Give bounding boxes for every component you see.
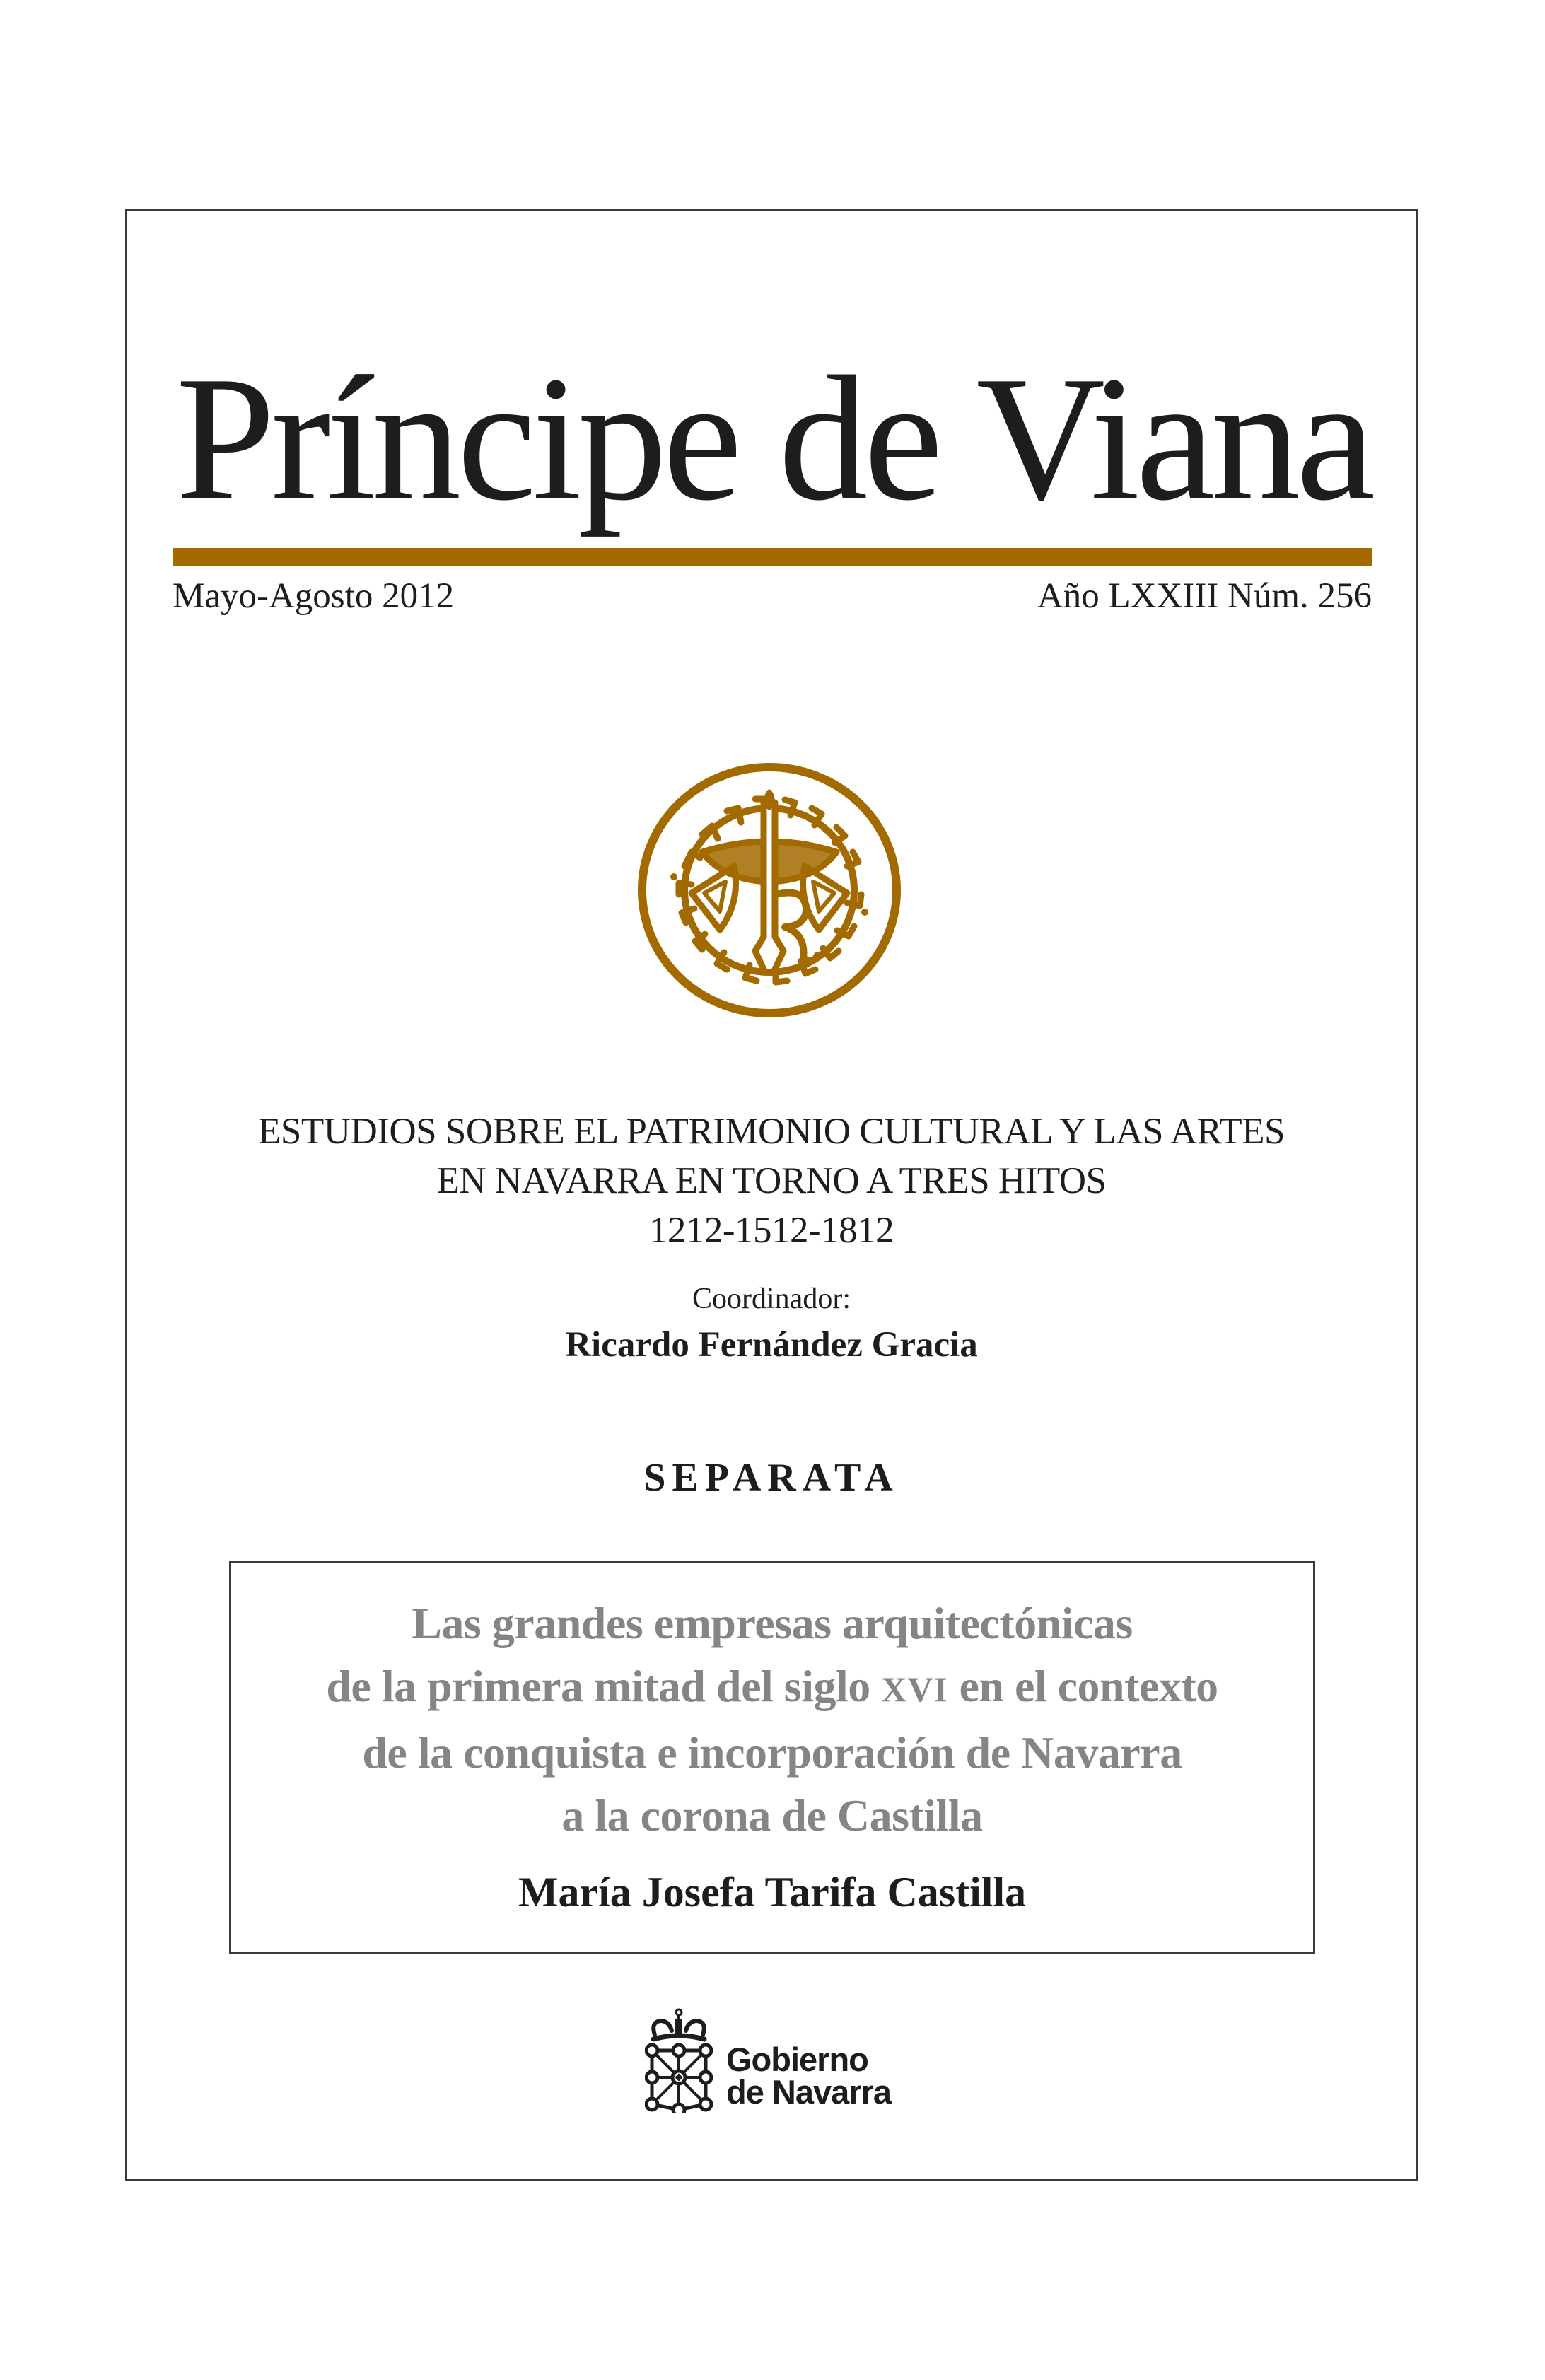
separata-label: SEPARATA (643, 1456, 899, 1500)
separata-block (125, 1457, 1418, 1499)
coordinator-label: Coordinador: (692, 1283, 851, 1315)
volume-heading-line-3: 1212-1512-1812 (648, 1210, 894, 1251)
article-box (229, 1561, 1315, 1954)
article-author: María Josefa Tarifa Castilla (518, 1869, 1027, 1915)
publisher-name-line-2: de Navarra (726, 2073, 891, 2111)
coordinator-block (125, 1281, 1418, 1317)
article-title-line-2 (231, 1655, 1313, 1721)
article-title-line-2a: de la primera mitad del siglo (326, 1661, 870, 1711)
medieval-seal-icon (635, 760, 904, 1020)
century-numeral: XVI (881, 1669, 948, 1709)
title-rule (173, 548, 1372, 566)
article-title (231, 1592, 1313, 1847)
article-title-line-1: Las grandes empresas arquitectónicas (412, 1598, 1133, 1648)
article-title-line-2b: en el contexto (959, 1661, 1218, 1711)
article-title-line-3: de la conquista e incorporación de Navarra (362, 1727, 1182, 1778)
navarra-coat-of-arms-icon (645, 2007, 713, 2113)
issue-number: Año LXXIII Núm. 256 (1037, 576, 1372, 616)
issue-period: Mayo-Agosto 2012 (173, 576, 455, 616)
coordinator-name-block (125, 1324, 1418, 1366)
publisher-name (726, 2041, 891, 2111)
volume-heading-line-2: EN NAVARRA EN TORNO A TRES HITOS (436, 1160, 1107, 1201)
coordinator-name: Ricardo Fernández Gracia (565, 1325, 978, 1365)
volume-heading (125, 1107, 1418, 1255)
publisher-logo (645, 2007, 906, 2113)
article-title-line-4: a la corona de Castilla (561, 1790, 983, 1841)
volume-heading-line-1: ESTUDIOS SOBRE EL PATRIMONIO CULTURAL Y LAS ARTES (257, 1111, 1285, 1152)
journal-title: Príncipe de Viana (175, 339, 1372, 537)
publisher-name-line-1: Gobierno (726, 2041, 868, 2078)
